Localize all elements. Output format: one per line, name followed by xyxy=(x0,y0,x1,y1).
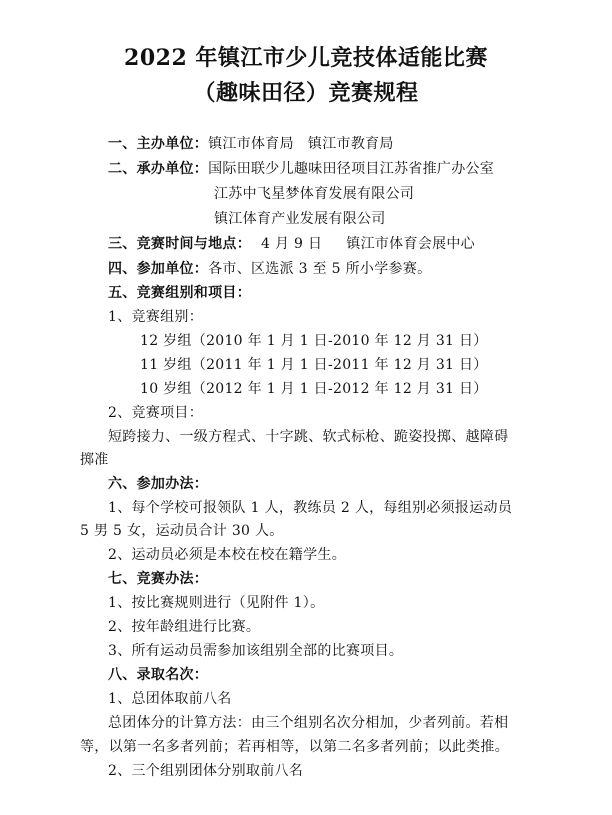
section-label: 四、参加单位： xyxy=(108,261,209,277)
group-item: 11 岁组（2011 年 1 月 1 日-2011 年 12 月 31 日） xyxy=(140,357,488,373)
section-groups-events: 五、竞赛组别和项目： xyxy=(108,285,251,301)
event-date: 4 月 9 日 xyxy=(261,236,323,252)
groups-subheading: 1、竞赛组别： xyxy=(108,309,204,325)
section-rules: 七、竞赛办法： xyxy=(108,571,209,587)
section-label: 三、竞赛时间与地点： xyxy=(108,236,251,252)
events-line-2: 掷准 xyxy=(80,452,109,468)
ranking-p3: 2、三个组别团体分别取前八名 xyxy=(108,763,304,779)
section-participation: 六、参加办法： xyxy=(108,476,209,492)
host-line-1: 国际田联少儿趣味田径项目江苏省推广办公室 xyxy=(208,161,495,177)
events-line-1: 短跨接力、一级方程式、十字跳、软式标枪、跪姿投掷、越障碍 xyxy=(108,429,509,445)
participation-p1-line-2: 5 男 5 女，运动员合计 30 人。 xyxy=(80,523,284,539)
ranking-p1: 1、总团体取前八名 xyxy=(108,691,232,707)
rules-item: 1、按比赛规则进行（见附件 1）。 xyxy=(108,595,325,611)
participation-p1-line-1: 1、每个学校可报领队 1 人，教练员 2 人，每组别必须报运动员 xyxy=(108,500,513,516)
event-place: 镇江市体育会展中心 xyxy=(346,236,475,252)
organizer-2: 镇江市教育局 xyxy=(307,136,394,152)
ranking-p2-line-2: 等，以第一名多者列前；若再相等，以第二名多者列前；以此类推。 xyxy=(80,739,509,755)
section-ranking: 八、录取名次： xyxy=(108,667,209,683)
section-host xyxy=(108,158,494,178)
rules-item: 2、按年龄组进行比赛。 xyxy=(108,619,261,635)
organizer-1: 镇江市体育局 xyxy=(208,136,294,152)
participants-text: 各市、区选派 3 至 5 所小学参赛。 xyxy=(208,261,432,277)
section-label: 二、承办单位： xyxy=(108,161,209,177)
events-subheading: 2、竞赛项目： xyxy=(108,405,204,421)
host-line-2: 江苏中飞星梦体育发展有限公司 xyxy=(214,186,415,202)
participation-p2: 2、运动员必须是本校在校在籍学生。 xyxy=(108,547,347,563)
title-line-1: 2022 年镇江市少儿竞技体适能比赛 xyxy=(124,45,488,71)
title-line-2: （趣味田径）竞赛规程 xyxy=(193,80,419,106)
ranking-p2-line-1: 总团体分的计算方法：由三个组别名次分相加，少者列前。若相 xyxy=(108,715,509,731)
rules-item: 3、所有运动员需参加该组别全部的比赛项目。 xyxy=(108,643,404,659)
section-organizer xyxy=(108,133,394,153)
group-item: 12 岁组（2010 年 1 月 1 日-2010 年 12 月 31 日） xyxy=(140,333,488,349)
host-line-3: 镇江体育产业发展有限公司 xyxy=(214,211,386,227)
section-participants xyxy=(108,258,431,278)
section-time-place xyxy=(108,233,475,253)
section-label: 一、主办单位： xyxy=(108,136,209,152)
group-item: 10 岁组（2012 年 1 月 1 日-2012 年 12 月 31 日） xyxy=(140,381,488,397)
